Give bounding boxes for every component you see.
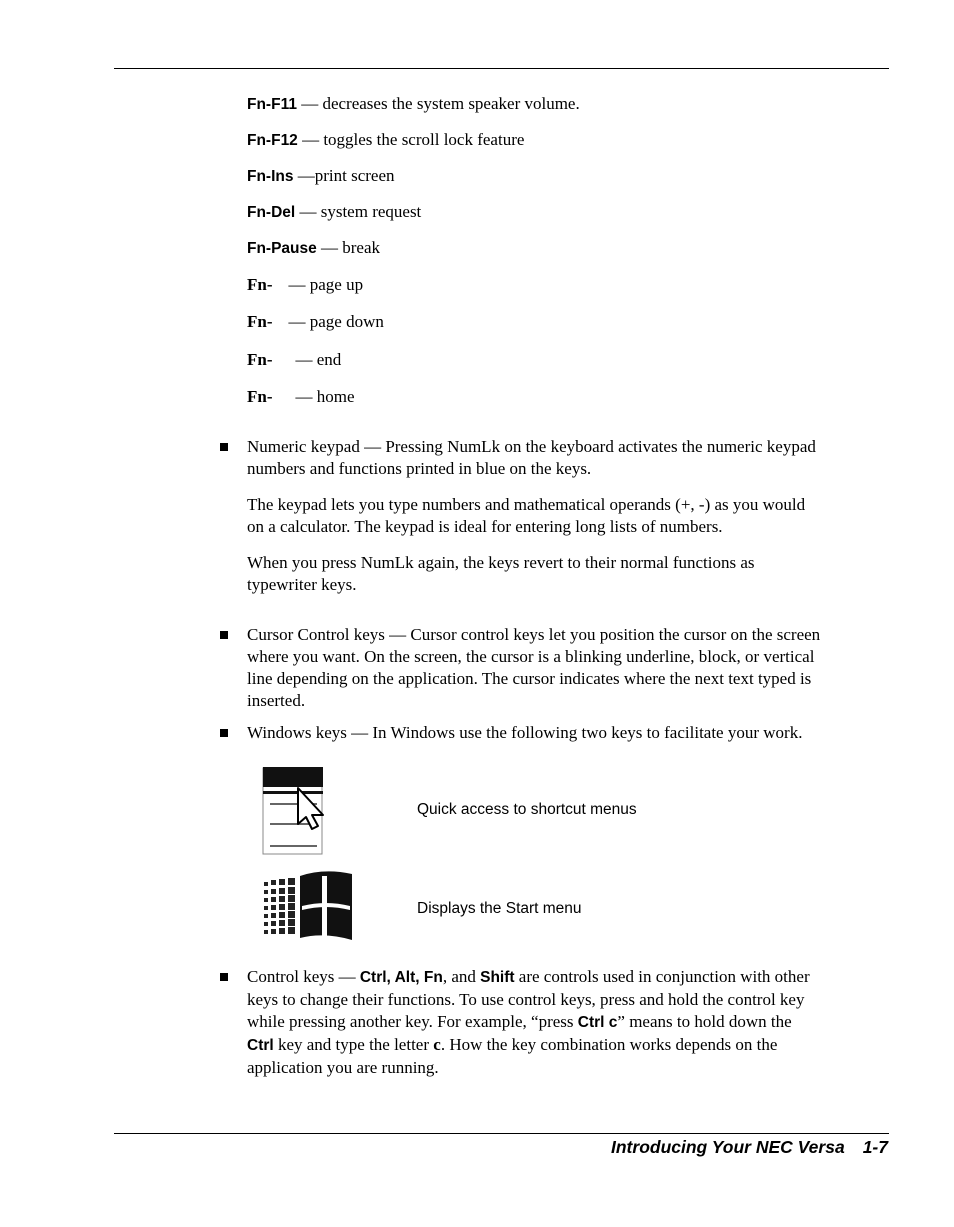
control-keys-paragraph xyxy=(247,966,892,1079)
fn-key-label: Fn-Del xyxy=(247,204,296,221)
header-rule xyxy=(114,68,889,69)
fn-item-ins xyxy=(247,165,395,187)
start-key-description: Displays the Start menu xyxy=(417,900,582,917)
text-line: The keypad lets you type numbers and mathematical operands (+, -) as you would xyxy=(247,495,806,514)
fn-key-label: Fn- xyxy=(247,350,273,369)
fn-item-end xyxy=(247,349,341,371)
text-fragment: key and type the letter xyxy=(273,1035,434,1054)
fn-key-label: Fn- xyxy=(247,275,273,294)
text-line xyxy=(247,966,892,989)
fn-key-label: Fn-F11 xyxy=(247,96,297,113)
numeric-keypad-paragraph-2 xyxy=(247,494,892,538)
text-line xyxy=(247,1034,892,1057)
text-line: Cursor Control keys — Cursor control keys let you position the cursor on the screen xyxy=(247,625,821,644)
text-line: Numeric keypad — Pressing NumLk on the keyboard activates the numeric keypad xyxy=(247,437,816,456)
fn-key-label: Fn- xyxy=(247,387,273,406)
text-line: Windows keys — In Windows use the following two keys to facilitate your work. xyxy=(247,723,803,742)
key-name: c xyxy=(433,1035,441,1054)
page-footer xyxy=(611,1137,888,1158)
footer-title: Introducing Your NEC Versa xyxy=(611,1137,845,1157)
text-fragment: . How the key combination works depends on the xyxy=(440,1035,778,1054)
fn-key-label: Fn-Ins xyxy=(247,168,294,185)
key-name: Ctrl xyxy=(247,1037,274,1054)
text-line: When you press NumLk again, the keys revert to their normal functions as xyxy=(247,553,755,572)
fn-key-desc: — toggles the scroll lock feature xyxy=(297,130,525,149)
text-fragment: ” means to hold down the xyxy=(617,1012,792,1031)
menu-key-icon xyxy=(262,766,330,856)
fn-item-page-down xyxy=(247,311,384,333)
key-name: Shift xyxy=(480,969,515,986)
fn-item-page-up xyxy=(247,274,363,296)
windows-logo-icon xyxy=(262,868,356,942)
text-fragment: , and xyxy=(442,967,481,986)
fn-key-desc: — end xyxy=(295,350,342,369)
cursor-control-paragraph xyxy=(247,624,892,712)
menu-key-description: Quick access to shortcut menus xyxy=(417,801,637,818)
fn-key-label: Fn-F12 xyxy=(247,132,298,149)
fn-key-desc: — page down xyxy=(288,312,384,331)
text-line xyxy=(247,1011,892,1034)
windows-keys-paragraph xyxy=(247,722,892,744)
fn-key-desc: — home xyxy=(295,387,355,406)
bullet-windows xyxy=(220,729,228,737)
page-number: 1-7 xyxy=(862,1137,888,1157)
text-line: application you are running. xyxy=(247,1058,439,1077)
fn-key-desc: — system request xyxy=(295,202,422,221)
key-name: Ctrl c xyxy=(577,1014,618,1031)
fn-item-f12 xyxy=(247,129,524,151)
numeric-keypad-paragraph xyxy=(247,436,892,480)
fn-item-f11 xyxy=(247,93,580,115)
text-line: numbers and functions printed in blue on the keys. xyxy=(247,459,592,478)
fn-key-desc: —print screen xyxy=(293,166,395,185)
text-line: line depending on the application. The cursor indicates where the next text typed is xyxy=(247,669,812,688)
fn-item-home xyxy=(247,386,355,408)
text-line: keys to change their functions. To use control keys, press and hold the control key xyxy=(247,990,805,1009)
footer-rule xyxy=(114,1133,889,1134)
text-line: typewriter keys. xyxy=(247,575,357,594)
text-line: where you want. On the screen, the cursor is a blinking underline, block, or vertical xyxy=(247,647,815,666)
text-fragment: while pressing another key. For example, “press xyxy=(247,1012,578,1031)
fn-key-label: Fn-Pause xyxy=(247,240,317,257)
key-name: Ctrl, Alt, Fn xyxy=(359,969,443,986)
bullet-numeric xyxy=(220,443,228,451)
text-fragment: Control keys — xyxy=(247,967,360,986)
fn-key-label: Fn- xyxy=(247,312,273,331)
fn-key-desc: — break xyxy=(316,238,381,257)
numeric-keypad-paragraph-3 xyxy=(247,552,892,596)
fn-item-del xyxy=(247,201,421,223)
text-line: on a calculator. The keypad is ideal for entering long lists of numbers. xyxy=(247,517,723,536)
fn-item-pause xyxy=(247,237,380,259)
text-fragment: are controls used in conjunction with other xyxy=(514,967,810,986)
fn-key-desc: — decreases the system speaker volume. xyxy=(296,94,580,113)
bullet-control xyxy=(220,973,228,981)
bullet-cursor xyxy=(220,631,228,639)
fn-key-desc: — page up xyxy=(288,275,364,294)
text-line: inserted. xyxy=(247,691,306,710)
